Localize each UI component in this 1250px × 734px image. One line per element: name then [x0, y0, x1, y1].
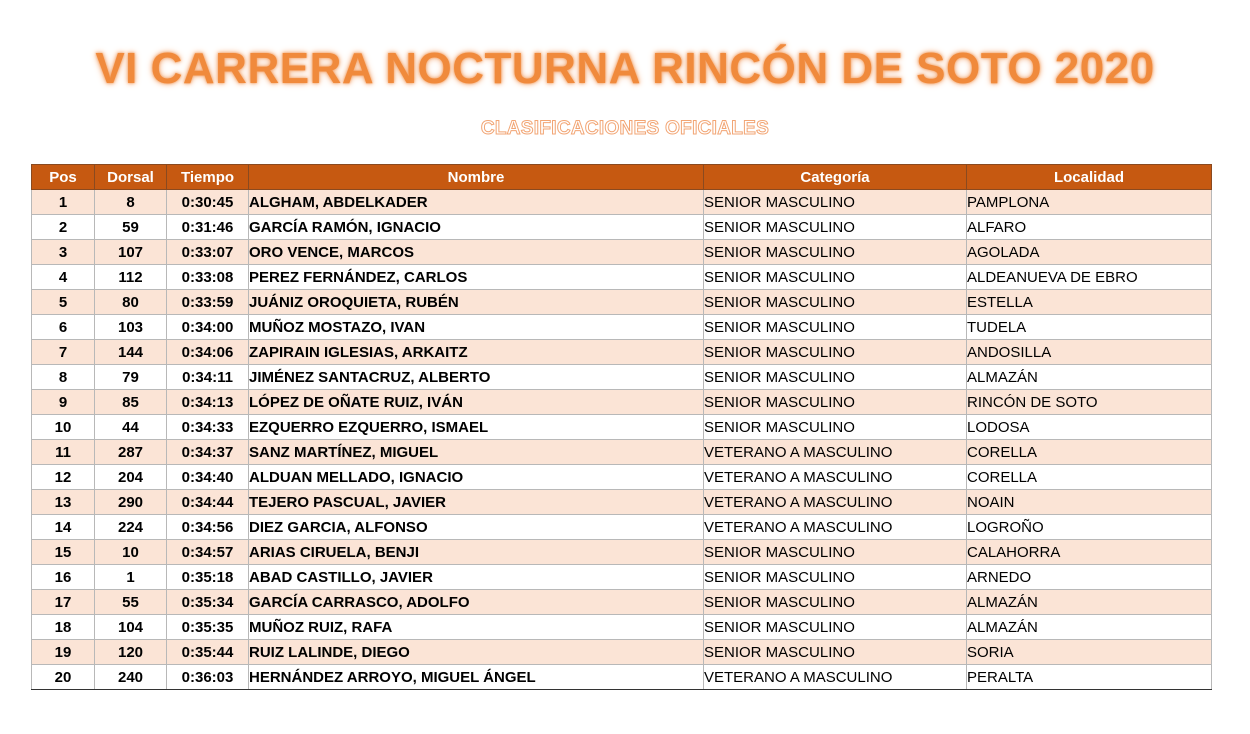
- cell-nombre: DIEZ GARCIA, ALFONSO: [249, 515, 704, 540]
- cell-pos: 5: [32, 290, 95, 315]
- cell-tiempo: 0:33:08: [167, 265, 249, 290]
- cell-tiempo: 0:34:06: [167, 340, 249, 365]
- table-row: [32, 565, 1212, 590]
- cell-dorsal: 144: [95, 340, 167, 365]
- cell-categoria: SENIOR MASCULINO: [704, 315, 967, 340]
- column-header-tiempo: Tiempo: [167, 165, 249, 190]
- table-row: [32, 390, 1212, 415]
- cell-dorsal: 290: [95, 490, 167, 515]
- cell-nombre: MUÑOZ MOSTAZO, IVAN: [249, 315, 704, 340]
- cell-pos: 4: [32, 265, 95, 290]
- cell-categoria: SENIOR MASCULINO: [704, 190, 967, 215]
- results-table: [31, 164, 1212, 690]
- cell-categoria: SENIOR MASCULINO: [704, 215, 967, 240]
- cell-nombre: ZAPIRAIN IGLESIAS, ARKAITZ: [249, 340, 704, 365]
- cell-localidad: ALDEANUEVA DE EBRO: [967, 265, 1212, 290]
- cell-dorsal: 204: [95, 465, 167, 490]
- cell-categoria: SENIOR MASCULINO: [704, 390, 967, 415]
- cell-pos: 9: [32, 390, 95, 415]
- page-title: VI CARRERA NOCTURNA RINCÓN DE SOTO 2020: [95, 44, 1155, 93]
- cell-tiempo: 0:35:35: [167, 615, 249, 640]
- cell-pos: 12: [32, 465, 95, 490]
- table-header-row: [32, 165, 1212, 190]
- cell-pos: 17: [32, 590, 95, 615]
- cell-nombre: ABAD CASTILLO, JAVIER: [249, 565, 704, 590]
- cell-dorsal: 85: [95, 390, 167, 415]
- cell-dorsal: 10: [95, 540, 167, 565]
- cell-localidad: ALMAZÁN: [967, 365, 1212, 390]
- cell-categoria: SENIOR MASCULINO: [704, 265, 967, 290]
- cell-localidad: ESTELLA: [967, 290, 1212, 315]
- cell-dorsal: 79: [95, 365, 167, 390]
- cell-tiempo: 0:30:45: [167, 190, 249, 215]
- cell-localidad: SORIA: [967, 640, 1212, 665]
- cell-pos: 16: [32, 565, 95, 590]
- table-row: [32, 440, 1212, 465]
- column-header-nombre: Nombre: [249, 165, 704, 190]
- cell-categoria: SENIOR MASCULINO: [704, 365, 967, 390]
- cell-tiempo: 0:34:11: [167, 365, 249, 390]
- cell-nombre: SANZ MARTÍNEZ, MIGUEL: [249, 440, 704, 465]
- table-row: [32, 615, 1212, 640]
- table-row: [32, 190, 1212, 215]
- cell-localidad: CORELLA: [967, 440, 1212, 465]
- cell-dorsal: 44: [95, 415, 167, 440]
- cell-localidad: ALMAZÁN: [967, 615, 1212, 640]
- table-row: [32, 465, 1212, 490]
- cell-pos: 10: [32, 415, 95, 440]
- cell-nombre: PEREZ FERNÁNDEZ, CARLOS: [249, 265, 704, 290]
- page-subtitle: CLASIFICACIONES OFICIALES: [480, 118, 770, 139]
- table-row: [32, 240, 1212, 265]
- table-row: [32, 490, 1212, 515]
- cell-nombre: HERNÁNDEZ ARROYO, MIGUEL ÁNGEL: [249, 665, 704, 690]
- cell-categoria: SENIOR MASCULINO: [704, 340, 967, 365]
- cell-categoria: VETERANO A MASCULINO: [704, 515, 967, 540]
- cell-pos: 11: [32, 440, 95, 465]
- cell-tiempo: 0:34:37: [167, 440, 249, 465]
- cell-nombre: ALDUAN MELLADO, IGNACIO: [249, 465, 704, 490]
- cell-dorsal: 1: [95, 565, 167, 590]
- table-row: [32, 540, 1212, 565]
- cell-tiempo: 0:36:03: [167, 665, 249, 690]
- cell-nombre: GARCÍA RAMÓN, IGNACIO: [249, 215, 704, 240]
- cell-localidad: ALFARO: [967, 215, 1212, 240]
- table-row: [32, 290, 1212, 315]
- results-body: [32, 190, 1212, 690]
- cell-localidad: TUDELA: [967, 315, 1212, 340]
- cell-tiempo: 0:35:18: [167, 565, 249, 590]
- cell-categoria: VETERANO A MASCULINO: [704, 665, 967, 690]
- cell-categoria: SENIOR MASCULINO: [704, 640, 967, 665]
- cell-pos: 7: [32, 340, 95, 365]
- cell-dorsal: 59: [95, 215, 167, 240]
- cell-nombre: MUÑOZ RUIZ, RAFA: [249, 615, 704, 640]
- cell-dorsal: 287: [95, 440, 167, 465]
- cell-pos: 1: [32, 190, 95, 215]
- cell-dorsal: 8: [95, 190, 167, 215]
- cell-dorsal: 240: [95, 665, 167, 690]
- cell-localidad: CALAHORRA: [967, 540, 1212, 565]
- cell-pos: 15: [32, 540, 95, 565]
- cell-tiempo: 0:35:44: [167, 640, 249, 665]
- cell-dorsal: 112: [95, 265, 167, 290]
- cell-nombre: EZQUERRO EZQUERRO, ISMAEL: [249, 415, 704, 440]
- cell-pos: 13: [32, 490, 95, 515]
- cell-pos: 20: [32, 665, 95, 690]
- cell-nombre: GARCÍA CARRASCO, ADOLFO: [249, 590, 704, 615]
- cell-categoria: SENIOR MASCULINO: [704, 590, 967, 615]
- cell-nombre: ALGHAM, ABDELKADER: [249, 190, 704, 215]
- cell-localidad: ALMAZÁN: [967, 590, 1212, 615]
- cell-tiempo: 0:34:57: [167, 540, 249, 565]
- cell-nombre: JIMÉNEZ SANTACRUZ, ALBERTO: [249, 365, 704, 390]
- table-row: [32, 640, 1212, 665]
- cell-localidad: ARNEDO: [967, 565, 1212, 590]
- table-row: [32, 590, 1212, 615]
- cell-localidad: PAMPLONA: [967, 190, 1212, 215]
- cell-dorsal: 103: [95, 315, 167, 340]
- cell-tiempo: 0:34:33: [167, 415, 249, 440]
- cell-categoria: SENIOR MASCULINO: [704, 615, 967, 640]
- cell-categoria: SENIOR MASCULINO: [704, 565, 967, 590]
- cell-localidad: LOGROÑO: [967, 515, 1212, 540]
- cell-localidad: CORELLA: [967, 465, 1212, 490]
- cell-categoria: SENIOR MASCULINO: [704, 540, 967, 565]
- cell-categoria: VETERANO A MASCULINO: [704, 440, 967, 465]
- cell-pos: 6: [32, 315, 95, 340]
- cell-categoria: SENIOR MASCULINO: [704, 240, 967, 265]
- cell-pos: 19: [32, 640, 95, 665]
- cell-categoria: SENIOR MASCULINO: [704, 290, 967, 315]
- cell-dorsal: 224: [95, 515, 167, 540]
- cell-nombre: ORO VENCE, MARCOS: [249, 240, 704, 265]
- table-row: [32, 415, 1212, 440]
- cell-dorsal: 80: [95, 290, 167, 315]
- cell-nombre: RUIZ LALINDE, DIEGO: [249, 640, 704, 665]
- table-row: [32, 515, 1212, 540]
- table-row: [32, 340, 1212, 365]
- cell-nombre: LÓPEZ DE OÑATE RUIZ, IVÁN: [249, 390, 704, 415]
- column-header-categoria: Categoría: [704, 165, 967, 190]
- table-row: [32, 665, 1212, 690]
- cell-localidad: NOAIN: [967, 490, 1212, 515]
- cell-dorsal: 120: [95, 640, 167, 665]
- cell-pos: 18: [32, 615, 95, 640]
- cell-nombre: JUÁNIZ OROQUIETA, RUBÉN: [249, 290, 704, 315]
- cell-tiempo: 0:34:40: [167, 465, 249, 490]
- cell-dorsal: 104: [95, 615, 167, 640]
- column-header-dorsal: Dorsal: [95, 165, 167, 190]
- cell-pos: 8: [32, 365, 95, 390]
- column-header-localidad: Localidad: [967, 165, 1212, 190]
- cell-dorsal: 107: [95, 240, 167, 265]
- cell-tiempo: 0:34:44: [167, 490, 249, 515]
- cell-dorsal: 55: [95, 590, 167, 615]
- table-row: [32, 265, 1212, 290]
- column-header-pos: Pos: [32, 165, 95, 190]
- table-row: [32, 315, 1212, 340]
- cell-pos: 14: [32, 515, 95, 540]
- cell-pos: 3: [32, 240, 95, 265]
- cell-pos: 2: [32, 215, 95, 240]
- cell-tiempo: 0:35:34: [167, 590, 249, 615]
- cell-tiempo: 0:34:13: [167, 390, 249, 415]
- cell-categoria: VETERANO A MASCULINO: [704, 490, 967, 515]
- cell-tiempo: 0:33:59: [167, 290, 249, 315]
- cell-categoria: VETERANO A MASCULINO: [704, 465, 967, 490]
- table-row: [32, 215, 1212, 240]
- table-row: [32, 365, 1212, 390]
- cell-tiempo: 0:33:07: [167, 240, 249, 265]
- cell-localidad: PERALTA: [967, 665, 1212, 690]
- cell-localidad: RINCÓN DE SOTO: [967, 390, 1212, 415]
- cell-localidad: AGOLADA: [967, 240, 1212, 265]
- cell-categoria: SENIOR MASCULINO: [704, 415, 967, 440]
- cell-tiempo: 0:34:00: [167, 315, 249, 340]
- cell-tiempo: 0:31:46: [167, 215, 249, 240]
- cell-localidad: ANDOSILLA: [967, 340, 1212, 365]
- cell-localidad: LODOSA: [967, 415, 1212, 440]
- cell-tiempo: 0:34:56: [167, 515, 249, 540]
- cell-nombre: ARIAS CIRUELA, BENJI: [249, 540, 704, 565]
- cell-nombre: TEJERO PASCUAL, JAVIER: [249, 490, 704, 515]
